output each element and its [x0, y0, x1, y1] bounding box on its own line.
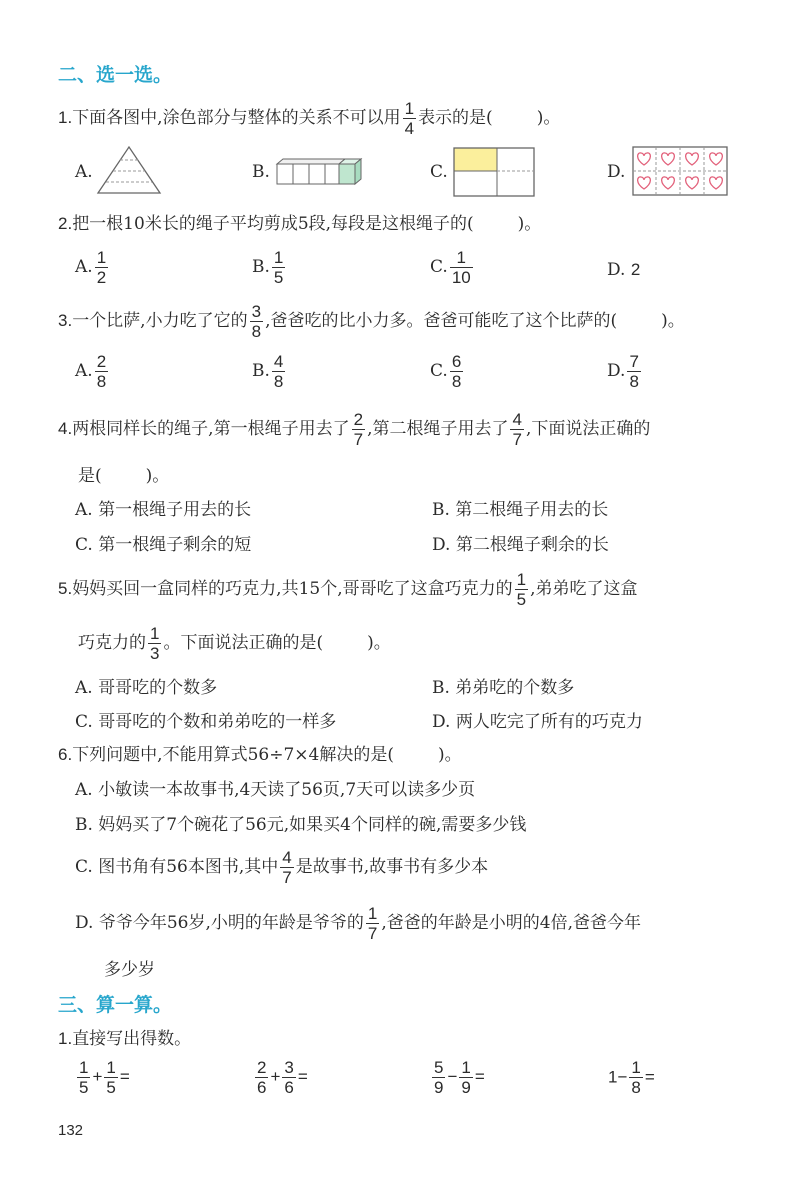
- section-title-calculate: 三、算一算。: [58, 994, 173, 1016]
- fraction: $\frac{1}{4}$: [404, 99, 415, 138]
- q6-option-c[interactable]: C. 图书角有56本图书,其中 $\frac{4}{7}$ 是故事书,故事书有多少本: [75, 848, 489, 887]
- option-a-label: A.: [75, 162, 93, 182]
- q3-option-a[interactable]: A. $\frac{2}{8}$: [75, 352, 107, 391]
- q2-option-d[interactable]: D. 2: [607, 260, 641, 280]
- question-5: 5.妈妈买回一盒同样的巧克力,共15个,哥哥吃了这盒巧克力的 $\frac{1}{5}$ ,弟弟吃了这盒: [58, 570, 638, 609]
- option-b-label: B.: [252, 162, 270, 182]
- option-c-label: C.: [430, 162, 448, 182]
- q2-option-b[interactable]: B. $\frac{1}{5}$: [252, 248, 284, 287]
- question-4-line-2: 是( )。: [78, 466, 170, 486]
- question-6: 6.下列问题中,不能用算式56÷7×4解决的是( )。: [58, 745, 462, 765]
- rectangle-figure: [453, 147, 535, 197]
- question-5-line-2: 巧克力的 $\frac{1}{3}$ 。下面说法正确的是( )。: [78, 624, 391, 663]
- question-4: 4.两根同样长的绳子,第一根绳子用去了 $\frac{2}{7}$ ,第二根绳子用去了 $\frac{4}{7}$ ,下面说法正确的: [58, 410, 651, 449]
- calc-item-4: 1− $\frac{1}{8}$ =: [608, 1058, 655, 1097]
- calc-item-2: $\frac{2}{6}$ + $\frac{3}{6}$ =: [257, 1058, 308, 1097]
- calc-item-1: $\frac{1}{5}$ + $\frac{1}{5}$ =: [79, 1058, 130, 1097]
- q3-option-d[interactable]: D. $\frac{7}{8}$: [607, 352, 639, 391]
- q5-option-a[interactable]: A. 哥哥吃的个数多: [75, 678, 218, 698]
- q3-option-c[interactable]: C. $\frac{6}{8}$: [430, 352, 462, 391]
- q5-option-c[interactable]: C. 哥哥吃的个数和弟弟吃的一样多: [75, 712, 337, 732]
- q4-option-b[interactable]: B. 第二根绳子用去的长: [432, 500, 609, 520]
- section-title-select: 二、选一选。: [58, 64, 173, 86]
- q5-option-b[interactable]: B. 弟弟吃的个数多: [432, 678, 575, 698]
- q6-option-a[interactable]: A. 小敏读一本故事书,4天读了56页,7天可以读多少页: [75, 780, 476, 800]
- q6-option-d-line-2: 多少岁: [104, 960, 155, 980]
- triangle-figure: [96, 145, 162, 195]
- q4-option-a[interactable]: A. 第一根绳子用去的长: [75, 500, 252, 520]
- cubes-figure: [273, 158, 363, 188]
- question-3: 3.一个比萨,小力吃了它的 $\frac{3}{8}$ ,爸爸吃的比小力多。爸爸可能吃了这个比萨的( )。: [58, 302, 685, 341]
- hearts-figure: [632, 146, 728, 196]
- page-number: 132: [58, 1122, 84, 1139]
- q2-option-a[interactable]: A. $\frac{1}{2}$: [75, 248, 107, 287]
- q4-option-c[interactable]: C. 第一根绳子剩余的短: [75, 535, 252, 555]
- option-d-label: D.: [607, 162, 626, 182]
- q2-option-c[interactable]: C. $\frac{1}{10}$: [430, 248, 471, 287]
- calc-question-1: 1.直接写出得数。: [58, 1029, 192, 1049]
- question-2: 2.把一根10米长的绳子平均剪成5段,每段是这根绳子的( )。: [58, 214, 542, 234]
- calc-item-3: $\frac{5}{9}$ − $\frac{1}{9}$ =: [434, 1058, 485, 1097]
- q5-option-d[interactable]: D. 两人吃完了所有的巧克力: [432, 712, 643, 732]
- question-1: 1.下面各图中,涂色部分与整体的关系不可以用 $\frac{1}{4}$ 表示的是( )。: [58, 99, 561, 138]
- q3-option-b[interactable]: B. $\frac{4}{8}$: [252, 352, 284, 391]
- q6-option-d[interactable]: D. 爷爷今年56岁,小明的年龄是爷爷的 $\frac{1}{7}$ ,爸爸的年龄是小明的4倍,爸爸今年: [75, 904, 641, 943]
- q6-option-b[interactable]: B. 妈妈买了7个碗花了56元,如果买4个同样的碗,需要多少钱: [75, 815, 527, 835]
- q4-option-d[interactable]: D. 第二根绳子剩余的长: [432, 535, 609, 555]
